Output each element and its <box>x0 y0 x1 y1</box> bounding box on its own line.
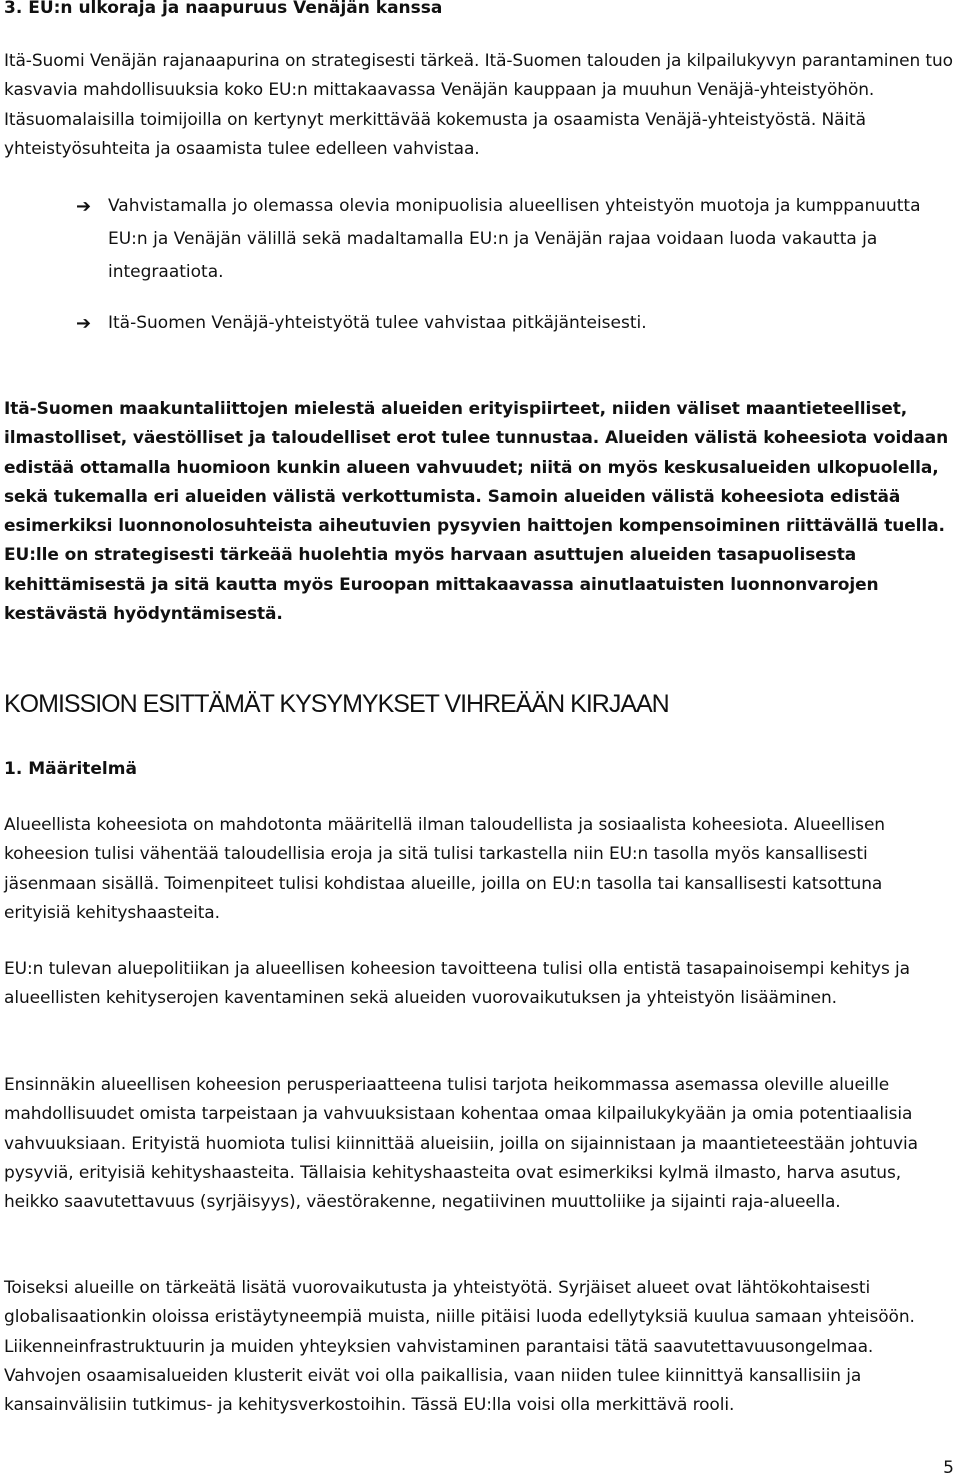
bullet-item <box>76 307 956 340</box>
arrow-right-icon: ➔ <box>76 196 92 217</box>
bullet-item <box>76 190 956 289</box>
bullet-text: Itä-Suomen Venäjä-yhteistyötä tulee vahvistaa pitkäjänteisesti. <box>108 313 647 333</box>
paragraph: Toiseksi alueille on tärkeätä lisätä vuorovaikutusta ja yhteistyötä. Syrjäiset alueet ovat lähtökohtaisesti globalisaationkin oloissa eristäytyneempiä muista, niille pitäisi luoda edellytyksiä kuulua samaan yhteisöön. Liikenneinfrastruktuurin ja muiden yhteyksien vahvistaminen parantaisi tätä saavutettavuusongelmaa. Vahvojen osaamisalueiden klusterit eivät voi olla paikallisia, vaan niiden tulee kiinnittyä kansallisiin ja kansainvälisiin tutkimus- ja kehitysverkostoihin. Tässä EU:lla voisi olla merkittävä rooli. <box>4 1278 915 1416</box>
paragraph: Ensinnäkin alueellisen koheesion perusperiaatteena tulisi tarjota heikommassa asemassa oleville alueille mahdollisuudet omista tarpeistaan ja vahvuuksistaan kohentaa omaa kilpailukykyään ja omia potentiaalisia vahvuuksiaan. Erityistä huomiota tulisi kiinnittää alueisiin, joilla on sijainnistaan ja maantieteestään johtuvia pysyviä, erityisiä kehityshaasteita. Tällaisia kehityshaasteita ovat esimerkiksi kylmä ilmasto, harva asutus, heikko saavutettavuus (syrjäisyys), väestörakenne, negatiivinen muuttoliike ja sijainti raja-alueella. <box>4 1075 918 1213</box>
sub-heading: 1. Määritelmä <box>4 759 137 779</box>
bullet-text: Vahvistamalla jo olemassa olevia monipuolisia alueellisen yhteistyön muotoja ja kumppanuutta EU:n ja Venäjän välillä sekä madaltamalla EU:n ja Venäjän rajaa voidaan luoda vakautta ja integraatiota. <box>108 196 921 282</box>
section-paragraph: Itä-Suomi Venäjän rajanaapurina on strategisesti tärkeä. Itä-Suomen talouden ja kilpailukyvyn parantaminen tuo kasvavia mahdollisuuksia koko EU:n mittakaavassa Venäjän kauppaan ja muuhun Venäjä-yhteistyöhön. Itäsuomalaisilla toimijoilla on kertynyt merkittävää kokemusta ja osaamista Venäjä-yhteistyöstä. Näitä yhteistyösuhteita ja osaamista tulee edelleen vahvistaa. <box>4 51 953 159</box>
bold-paragraph: Itä-Suomen maakuntaliittojen mielestä alueiden erityispiirteet, niiden väliset maantieteelliset, ilmastolliset, väestölliset ja taloudelliset erot tulee tunnustaa. Alueiden välistä koheesiota voidaan edistää ottamalla huomioon kunkin alueen vahvuudet; niitä on myös keskusalueiden ulkopuolella, sekä tukemalla eri alueiden välistä verkottumista. Samoin alueiden välistä koheesiota edistää esimerkiksi luonnonolosuhteista aiheutuvien pysyvien haittojen kompensoiminen riittävällä tuella. EU:lle on strategisesti tärkeää huolehtia myös harvaan asuttujen alueiden tasapuolisesta kehittämisestä ja sitä kautta myös Euroopan mittakaavassa ainutlaatuisten luonnonvarojen kestävästä hyödyntämisestä. <box>4 399 949 625</box>
section-heading: 3. EU:n ulkoraja ja naapuruus Venäjän kanssa <box>4 0 443 18</box>
main-heading: KOMISSION ESITTÄMÄT KYSYMYKSET VIHREÄÄN KIRJAAN <box>4 690 669 718</box>
paragraph: Alueellista koheesiota on mahdotonta määritellä ilman taloudellista ja sosiaalista koheesiota. Alueellisen koheesion tulisi vähentää taloudellisia eroja ja sitä tulisi tarkastella niin EU:n tasolla myös kansallisesti jäsenmaan sisällä. Toimenpiteet tulisi kohdistaa alueille, joilla on EU:n tasolla tai kansallisesti katsottuna erityisiä kehityshaasteita. <box>4 815 885 923</box>
paragraph: EU:n tulevan aluepolitiikan ja alueellisen koheesion tavoitteena tulisi olla entistä tasapainoisempi kehitys ja alueellisten kehityserojen kaventaminen sekä alueiden vuorovaikutuksen ja yhteistyön lisääminen. <box>4 959 910 1009</box>
page-number: 5 <box>943 1458 954 1478</box>
arrow-right-icon: ➔ <box>76 313 92 334</box>
